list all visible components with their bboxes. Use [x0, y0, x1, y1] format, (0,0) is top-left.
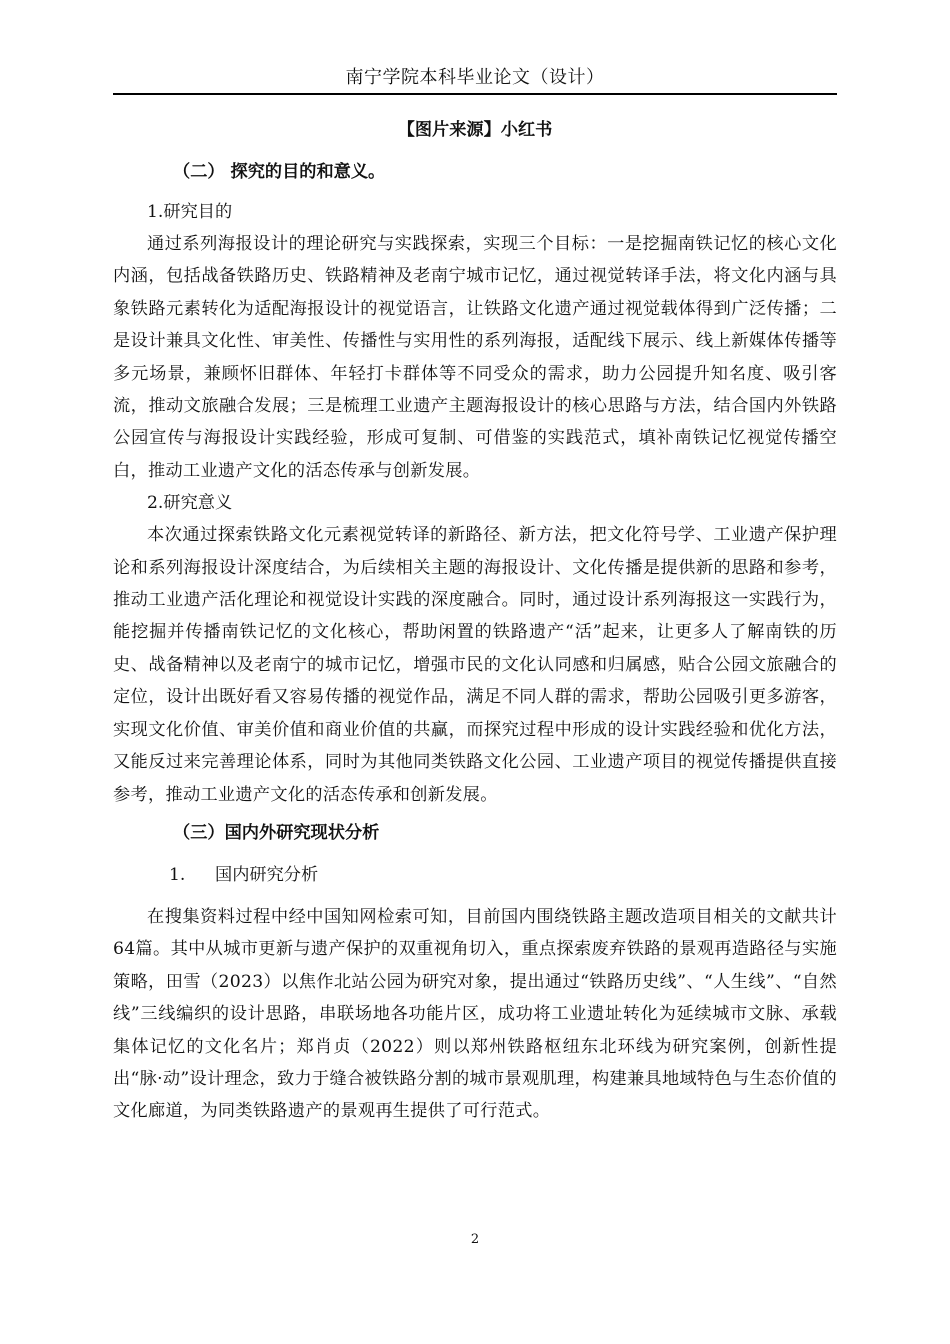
- paragraph-research-purpose: 通过系列海报设计的理论研究与实践探索，实现三个目标：一是挖掘南铁记忆的核心文化内涵，包括战备铁路历史、铁路精神及老南宁城市记忆，通过视觉转译手法，将文化内涵与具象铁路元素转化为适配海报设计的视觉语言，让铁路文化遗产通过视觉载体得到广泛传播；二是设计兼具文化性、审美性、传播性与实用性的系列海报，适配线下展示、线上新媒体传播等多元场景，兼顾怀旧群体、年轻打卡群体等不同受众的需求，助力公园提升知名度、吸引客流，推动文旅融合发展；三是梳理工业遗产主题海报设计的核心思路与方法，结合国内外铁路公园宣传与海报设计实践经验，形成可复制、可借鉴的实践范式，填补南铁记忆视觉传播空白，推动工业遗产文化的活态传承与创新发展。: [113, 234, 837, 481]
- subheading-title: 国内研究分析: [215, 864, 319, 885]
- subheading-research-purpose: 1.研究目的: [147, 202, 233, 222]
- header-rule: [113, 93, 837, 95]
- page-body: [113, 116, 837, 1128]
- subheading-research-significance: 2.研究意义: [147, 493, 233, 514]
- subheading-number: 1.: [169, 864, 186, 885]
- page-number: 2: [470, 1232, 480, 1247]
- figure-source-caption: 【图片来源】小红书: [397, 120, 553, 140]
- paragraph-research-significance: 本次通过探索铁路文化元素视觉转译的新路径、新方法，把文化符号学、工业遗产保护理论和系列海报设计深度结合，为后续相关主题的海报设计、文化传播是提供新的思路和参考，推动工业遗产活化理论和视觉设计实践的深度融合。同时，通过设计系列海报这一实践行为，能挖掘并传播南铁记忆的文化核心，帮助闲置的铁路遗产“活”起来，让更多人了解南铁的历史、战备精神以及老南宁的城市记忆，增强市民的文化认同感和归属感，贴合公园文旅融合的定位，设计出既好看又容易传播的视觉作品，满足不同人群的需求，帮助公园吸引更多游客，实现文化价值、审美价值和商业价值的共赢，而探究过程中形成的设计实践经验和优化方法，又能反过来完善理论体系，同时为其他同类铁路文化公园、工业遗产项目的视觉传播提供直接参考，推动工业遗产文化的活态传承和创新发展。: [113, 525, 837, 805]
- section-heading-purpose-significance: （二） 探究的目的和意义。: [173, 162, 386, 182]
- running-header-title: 南宁学院本科毕业论文（设计）: [345, 67, 605, 88]
- subheading-domestic-research: [113, 859, 837, 891]
- paragraph-domestic-research: 在搜集资料过程中经中国知网检索可知，目前国内围绕铁路主题改造项目相关的文献共计64篇。其中从城市更新与遗产保护的双重视角切入，重点探索废弃铁路的景观再造路径与实施策略，田雪（2023）以焦作北站公园为研究对象，提出通过“铁路历史线”、“人生线”、“自然线”三线编织的设计思路，串联场地各功能片区，成功将工业遗址转化为延续城市文脉、承载集体记忆的文化名片；郑肖贞（2022）则以郑州铁路枢纽东北环线为研究案例，创新性提出“脉·动”设计理念，致力于缝合被铁路分割的城市景观肌理，构建兼具地域特色与生态价值的文化廊道，为同类铁路遗产的景观再生提供了可行范式。: [113, 906, 837, 1122]
- section-heading-research-status: （三）国内外研究现状分析: [173, 822, 380, 843]
